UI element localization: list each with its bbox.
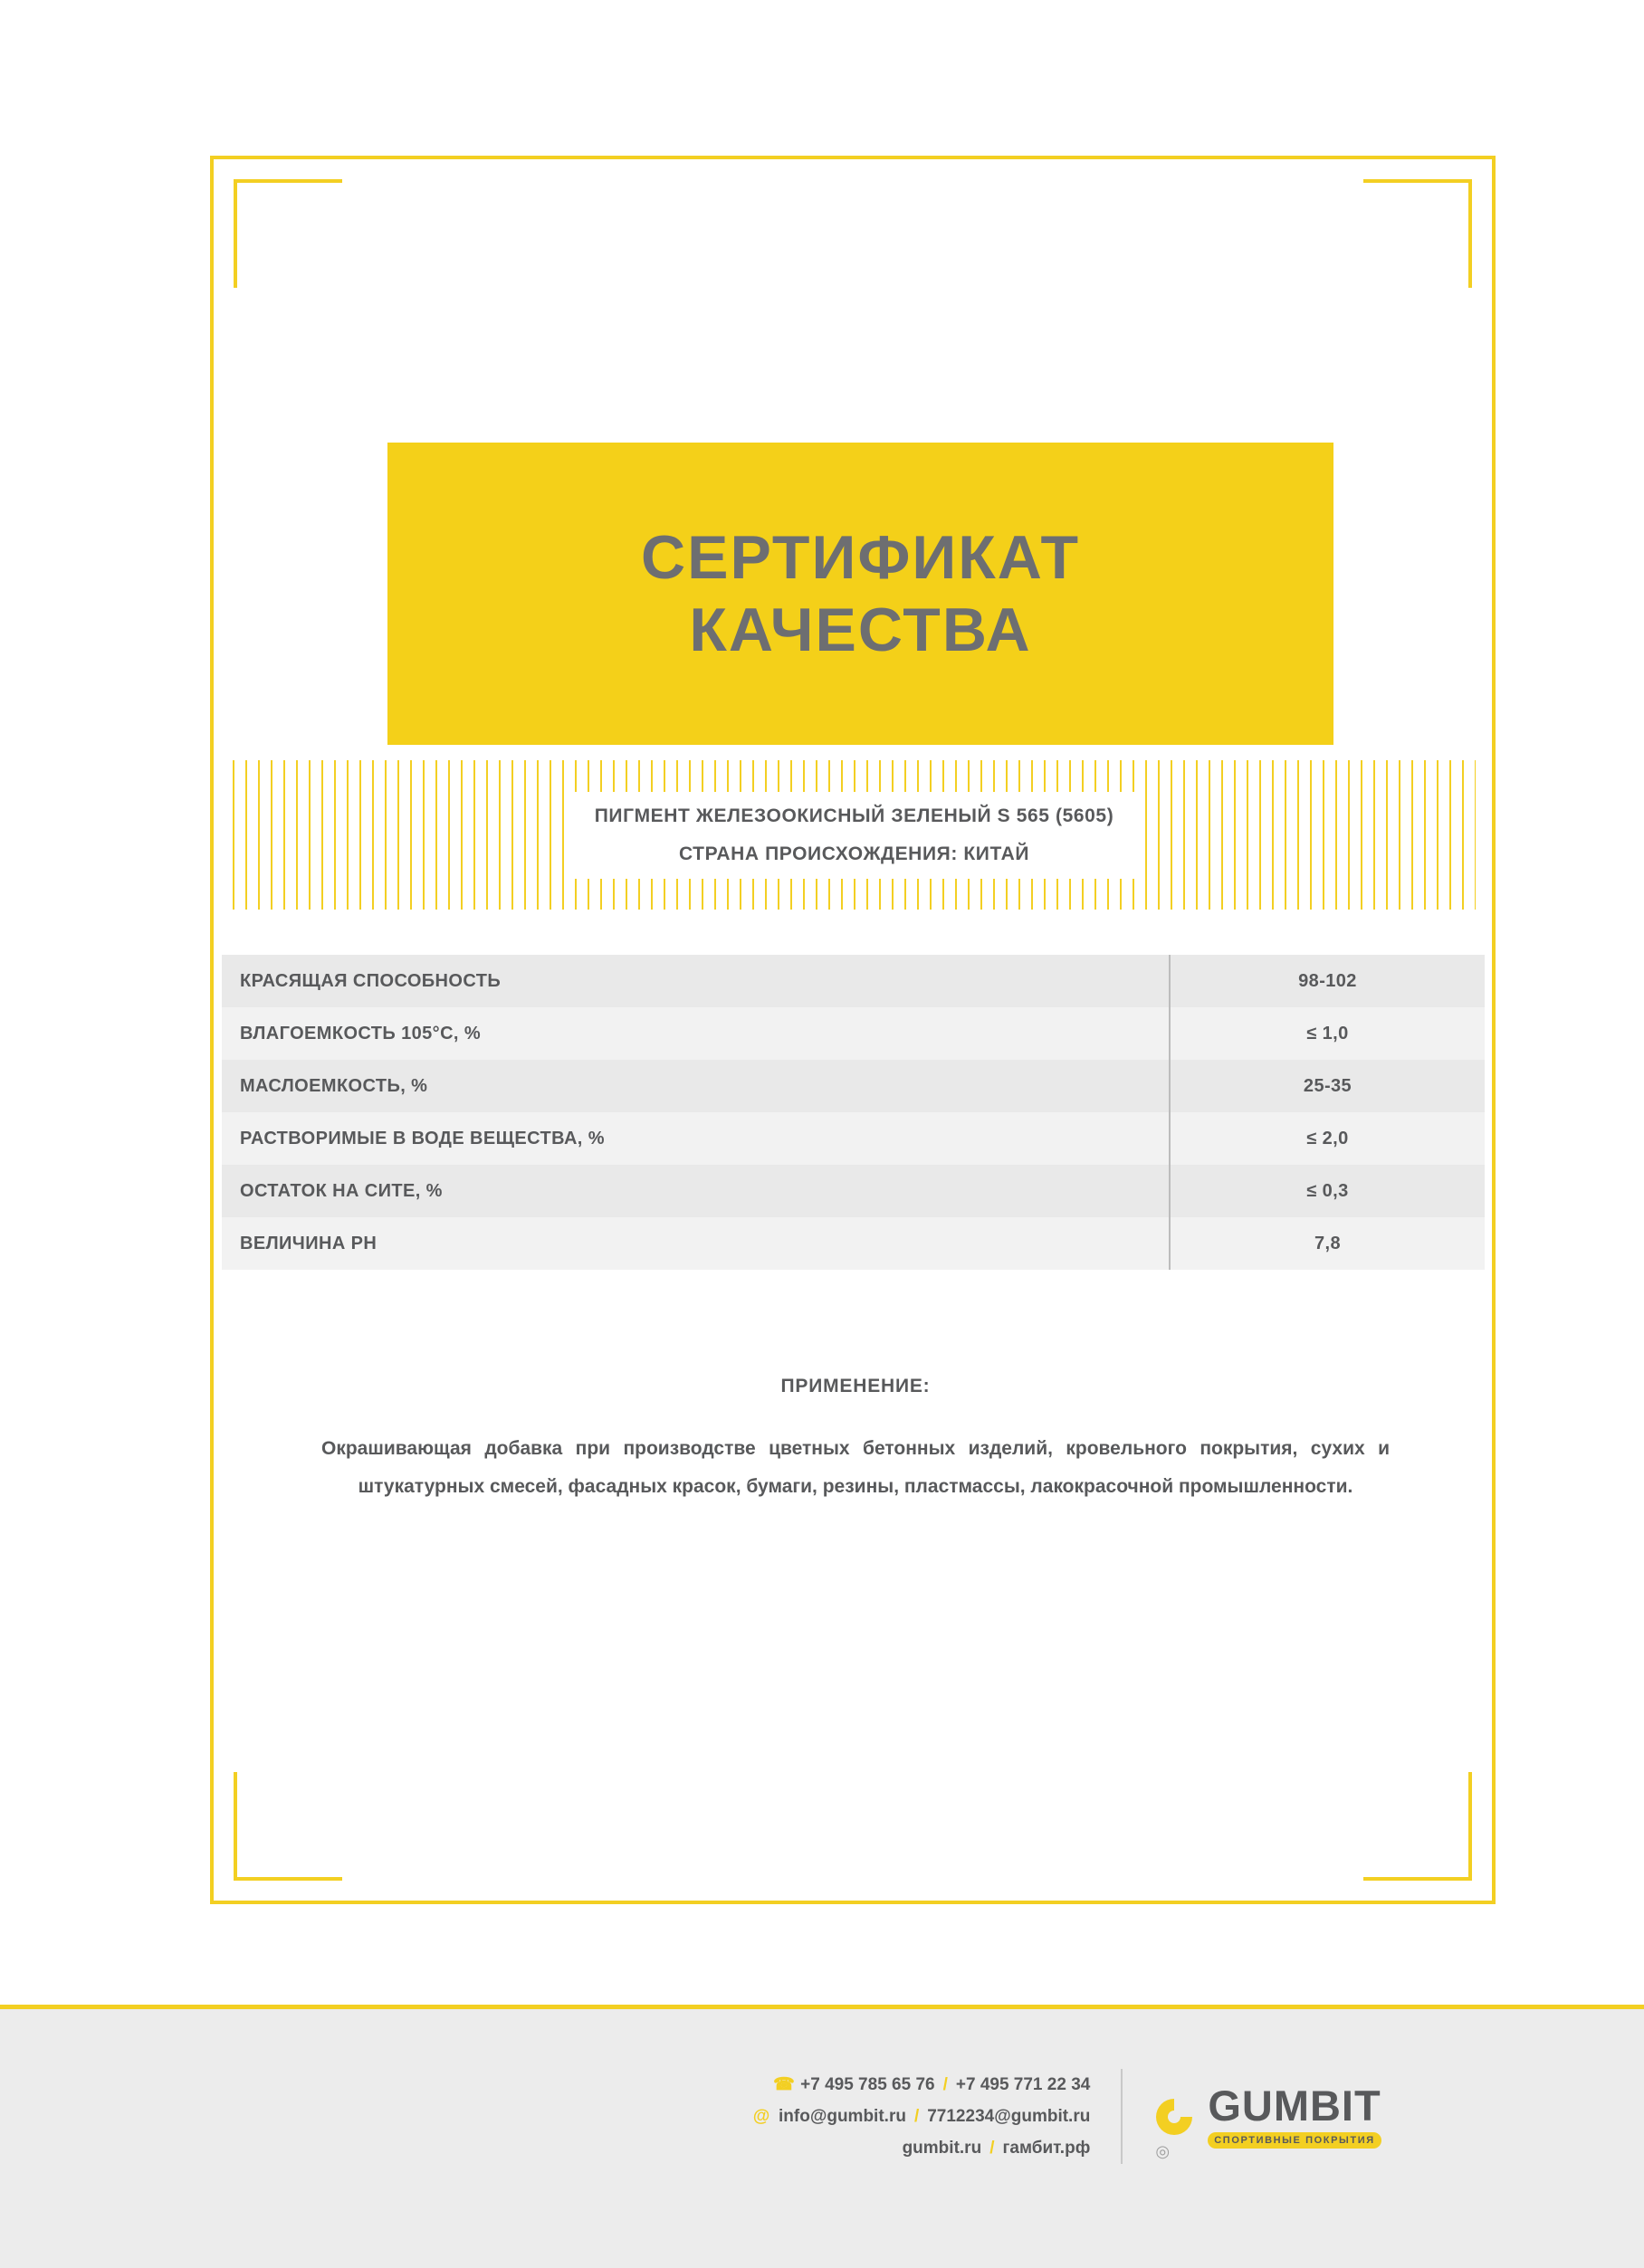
brand-logo (1123, 2082, 1381, 2160)
footer-email-1[interactable]: info@gumbit.ru (779, 2107, 906, 2127)
phone-icon: ☎ (773, 2075, 795, 2094)
application-text: Окрашивающая добавка при производстве цветных бетонных изделий, кровельного покрытия, сухих и штукатурных смесей, фасадных красок, бумаги, резины, пластмассы, лакокрасочной промышленности. (321, 1438, 1390, 1497)
property-label: ОСТАТОК НА СИТЕ, % (222, 1165, 1170, 1217)
at-icon: @ (752, 2107, 770, 2127)
country-of-origin: СТРАНА ПРОИСХОЖДЕНИЯ: КИТАЙ (678, 843, 1030, 864)
table-row (222, 1165, 1485, 1217)
application-section (272, 1376, 1439, 1506)
table-row (222, 1217, 1485, 1270)
title-banner (387, 443, 1333, 745)
page-footer (0, 2005, 1644, 2268)
property-value: 7,8 (1170, 1217, 1485, 1270)
property-value: 25-35 (1170, 1060, 1485, 1112)
footer-phone-1[interactable]: +7 495 785 65 76 (800, 2075, 935, 2094)
gumbit-logo-icon (1153, 2096, 1195, 2160)
footer-content (751, 2069, 1381, 2164)
product-name: ПИГМЕНТ ЖЕЛЕЗООКИСНЫЙ ЗЕЛЕНЫЙ S 565 (5605) (594, 805, 1114, 826)
footer-separator: / (942, 2075, 948, 2094)
property-label: ВЛАГОЕМКОСТЬ 105°С, % (222, 1007, 1170, 1060)
property-label: КРАСЯЩАЯ СПОСОБНОСТЬ (222, 955, 1170, 1007)
subtitle-mask (564, 792, 1145, 879)
footer-emails-row (751, 2101, 1090, 2132)
footer-phones-row (751, 2069, 1090, 2101)
table-row (222, 955, 1485, 1007)
footer-sites-row (751, 2132, 1090, 2164)
property-label: МАСЛОЕМКОСТЬ, % (222, 1060, 1170, 1112)
property-value: ≤ 1,0 (1170, 1007, 1485, 1060)
table-row (222, 1060, 1485, 1112)
footer-separator: / (913, 2107, 920, 2127)
frame-corner-bottom-right (1363, 1772, 1472, 1881)
brand-glyph-icon: ◎ (1155, 2141, 1171, 2160)
brand-name: GUMBIT (1208, 2082, 1381, 2130)
brand-text (1208, 2084, 1381, 2149)
property-label: ВЕЛИЧИНА PH (222, 1217, 1170, 1270)
footer-contacts (751, 2069, 1123, 2164)
property-value: ≤ 0,3 (1170, 1165, 1485, 1217)
footer-phone-2[interactable]: +7 495 771 22 34 (955, 2075, 1091, 2094)
footer-site-2[interactable]: гамбит.рф (1002, 2139, 1091, 2158)
footer-separator: / (989, 2139, 995, 2158)
property-value: ≤ 2,0 (1170, 1112, 1485, 1165)
property-value: 98-102 (1170, 955, 1485, 1007)
subtitle-strip (233, 760, 1476, 910)
table-row (222, 1007, 1485, 1060)
footer-email-2[interactable]: 7712234@gumbit.ru (927, 2107, 1091, 2127)
property-label: РАСТВОРИМЫЕ В ВОДЕ ВЕЩЕСТВА, % (222, 1112, 1170, 1165)
properties-table (222, 955, 1485, 1270)
table-row (222, 1112, 1485, 1165)
brand-tagline: СПОРТИВНЫЕ ПОКРЫТИЯ (1208, 2132, 1381, 2149)
footer-site-1[interactable]: gumbit.ru (902, 2139, 982, 2158)
frame-corner-top-left (234, 179, 342, 288)
frame-corner-bottom-left (234, 1772, 342, 1881)
page-title-line-1: СЕРТИФИКАТ (640, 522, 1080, 592)
frame-corner-top-right (1363, 179, 1472, 288)
page-title-line-2: КАЧЕСТВА (689, 596, 1032, 664)
application-title: ПРИМЕНЕНИЕ: (780, 1376, 931, 1396)
